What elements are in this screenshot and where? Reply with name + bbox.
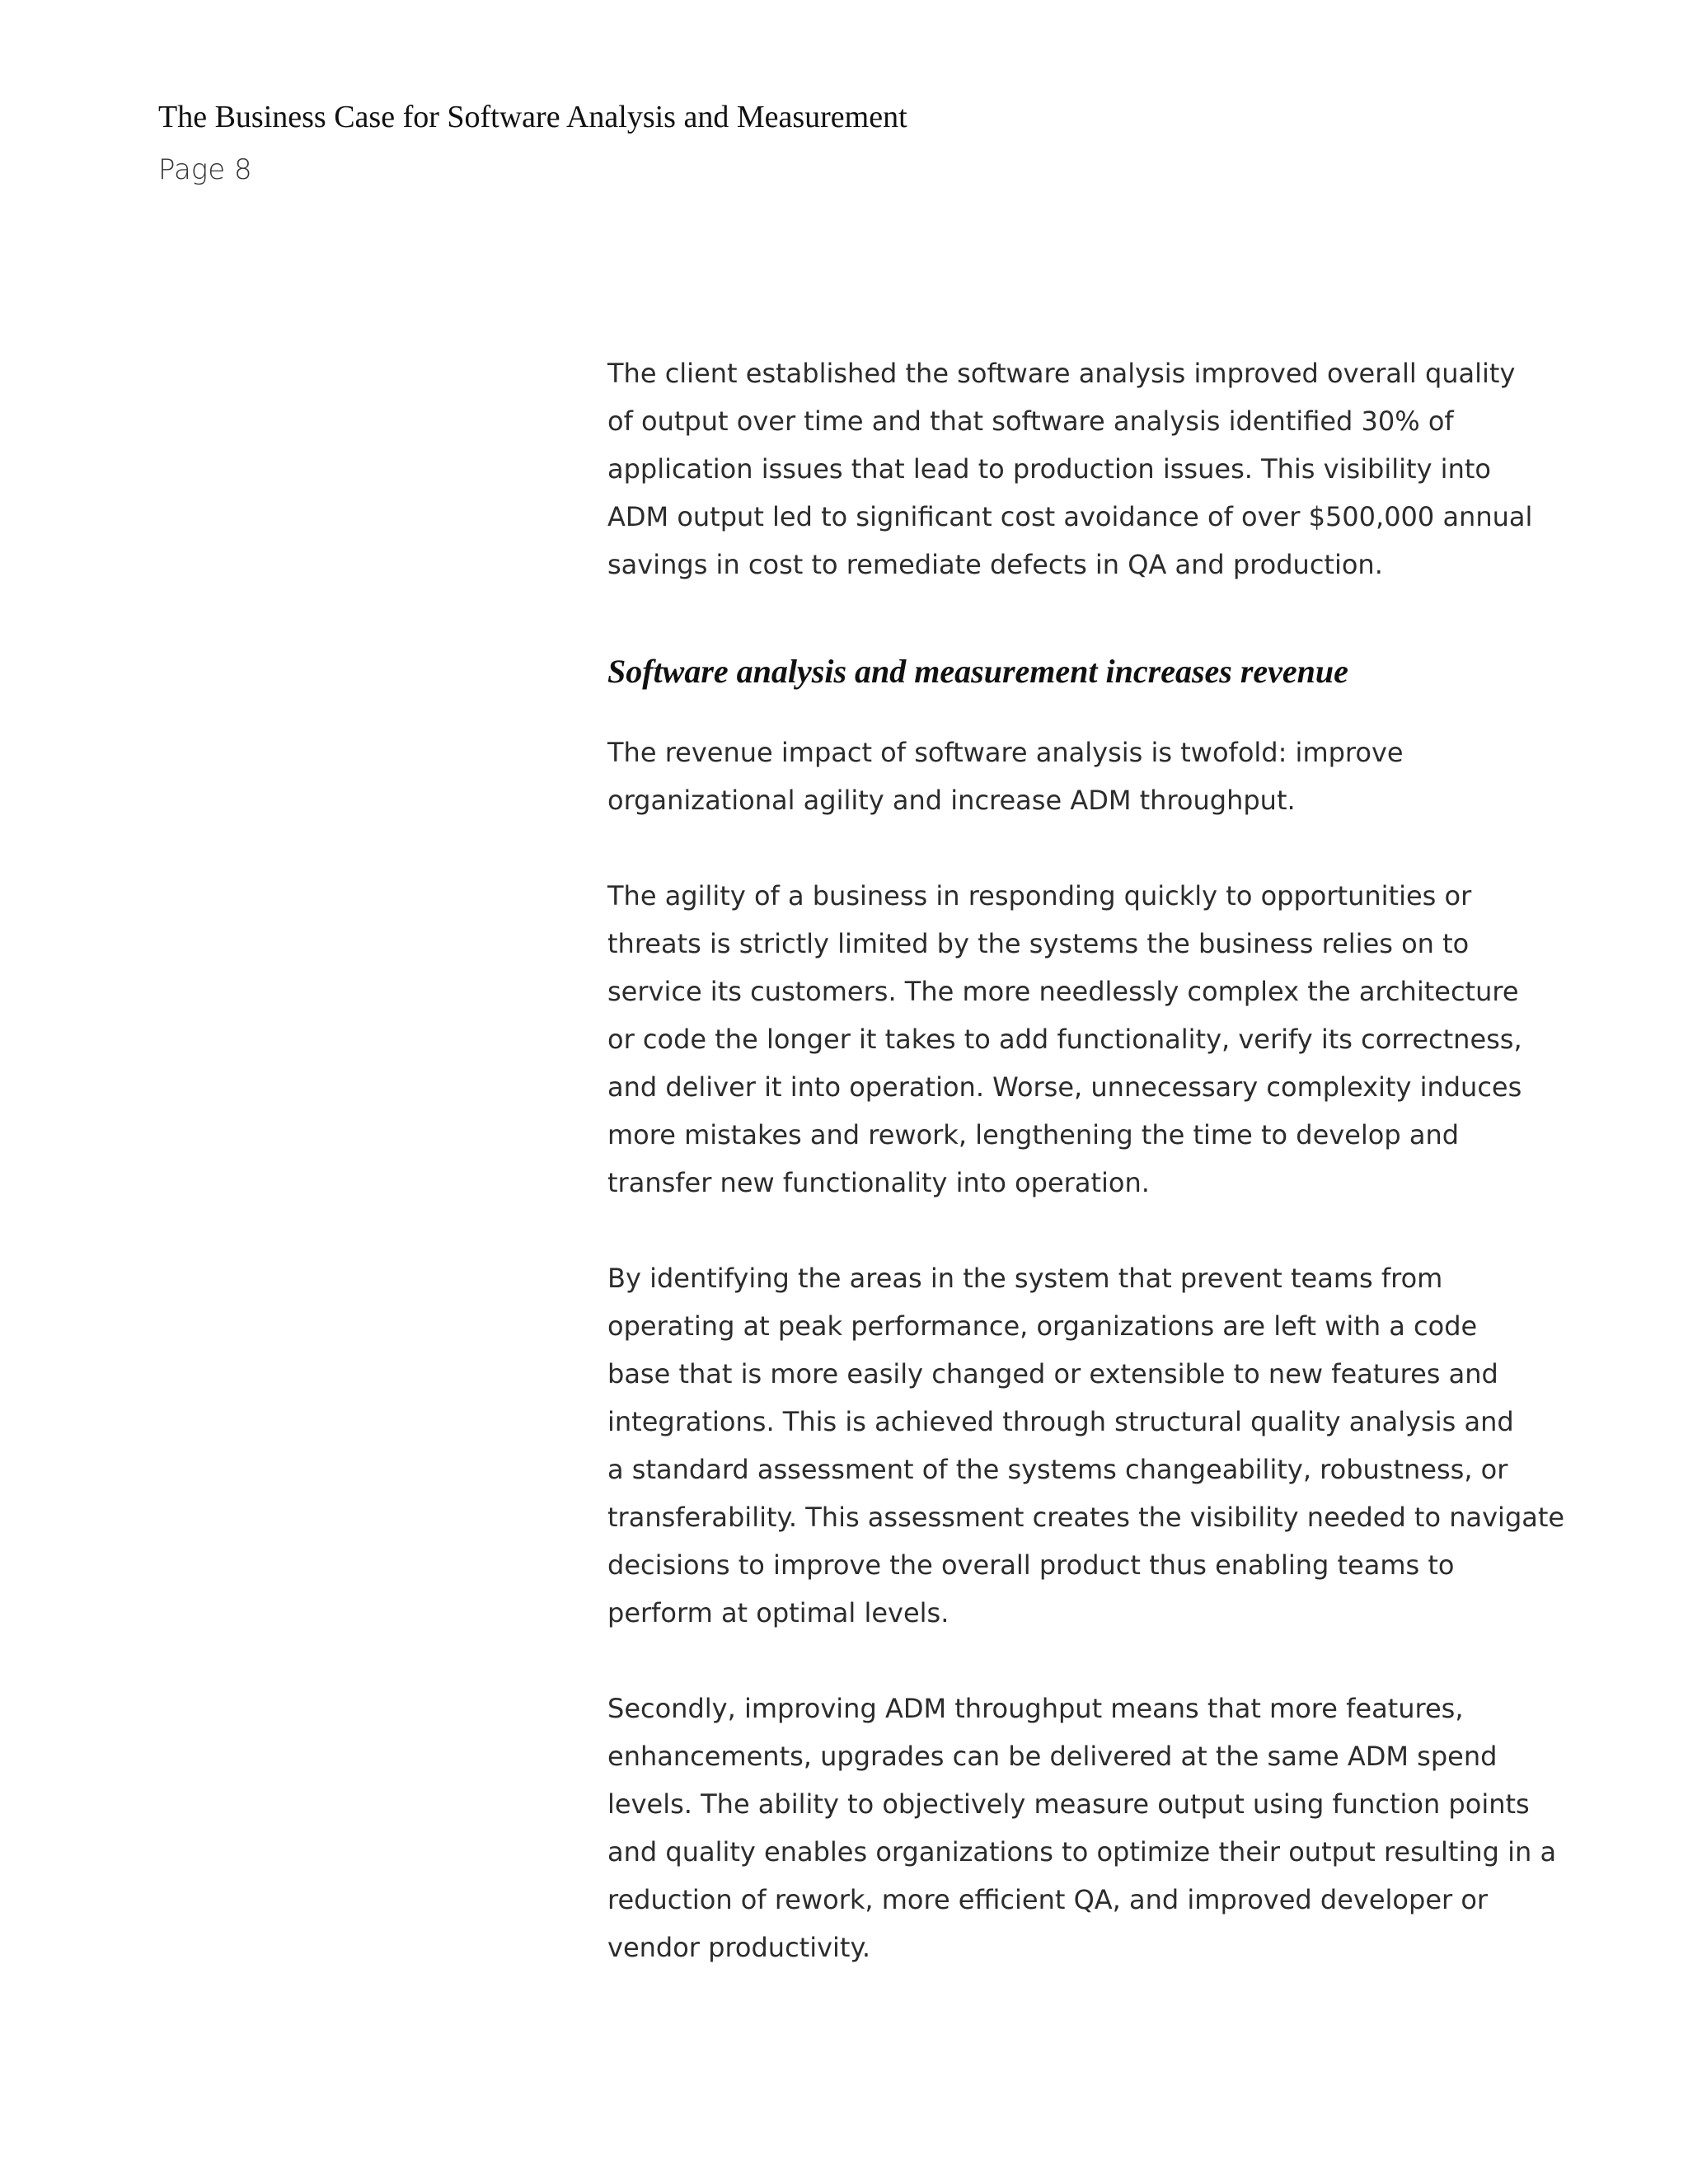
identifying-areas-paragraph [607, 1254, 1580, 1637]
text-line: decisions to improve the overall product thus enabling teams to [607, 1549, 1455, 1581]
text-line: transfer new functionality into operation. [607, 1167, 1150, 1198]
text-line: savings in cost to remediate defects in QA and production. [607, 549, 1383, 580]
main-content [607, 349, 1580, 1971]
text-line: and deliver it into operation. Worse, unnecessary complexity induces [607, 1071, 1522, 1103]
text-line: integrations. This is achieved through structural quality analysis and [607, 1406, 1514, 1437]
text-line: The client established the software analysis improved overall quality [607, 358, 1516, 389]
text-line: a standard assessment of the systems changeability, robustness, or [607, 1454, 1508, 1485]
page-header [158, 92, 907, 194]
text-line: of output over time and that software analysis identified 30% of [607, 405, 1454, 437]
text-line: perform at optimal levels. [607, 1597, 950, 1629]
text-line: operating at peak performance, organizations are left with a code [607, 1310, 1478, 1342]
agility-paragraph [607, 872, 1580, 1207]
text-line: service its customers. The more needlessly complex the architecture [607, 976, 1519, 1007]
page-number: Page 8 [158, 153, 252, 186]
revenue-impact-paragraph [607, 729, 1580, 824]
text-line: vendor productivity. [607, 1932, 871, 1963]
text-line: threats is strictly limited by the systems the business relies on to [607, 928, 1470, 959]
text-line: reduction of rework, more efficient QA, and improved developer or [607, 1884, 1489, 1915]
text-line: and quality enables organizations to optimize their output resulting in a [607, 1836, 1557, 1868]
text-line: levels. The ability to objectively measure output using function points [607, 1788, 1530, 1820]
throughput-paragraph [607, 1685, 1580, 1971]
text-line: enhancements, upgrades can be delivered at the same ADM spend [607, 1741, 1498, 1772]
text-line: The revenue impact of software analysis is twofold: improve [607, 737, 1404, 768]
text-line: more mistakes and rework, lengthening the time to develop and [607, 1119, 1460, 1151]
document-title: The Business Case for Software Analysis and Measurement [158, 100, 907, 134]
text-line: The agility of a business in responding quickly to opportunities or [607, 880, 1472, 912]
text-line: application issues that lead to production issues. This visibility into [607, 453, 1491, 485]
text-line: ADM output led to significant cost avoidance of over $500,000 annual [607, 501, 1533, 532]
text-line: Secondly, improving ADM throughput means that more features, [607, 1693, 1464, 1724]
section-heading: Software analysis and measurement increases revenue [607, 653, 1348, 690]
text-line: By identifying the areas in the system that prevent teams from [607, 1263, 1443, 1294]
text-line: organizational agility and increase ADM throughput. [607, 785, 1296, 816]
text-line: or code the longer it takes to add functionality, verify its correctness, [607, 1024, 1522, 1055]
intro-paragraph [607, 349, 1580, 588]
text-line: transferability. This assessment creates the visibility needed to navigate [607, 1502, 1565, 1533]
text-line: base that is more easily changed or extensible to new features and [607, 1358, 1498, 1390]
